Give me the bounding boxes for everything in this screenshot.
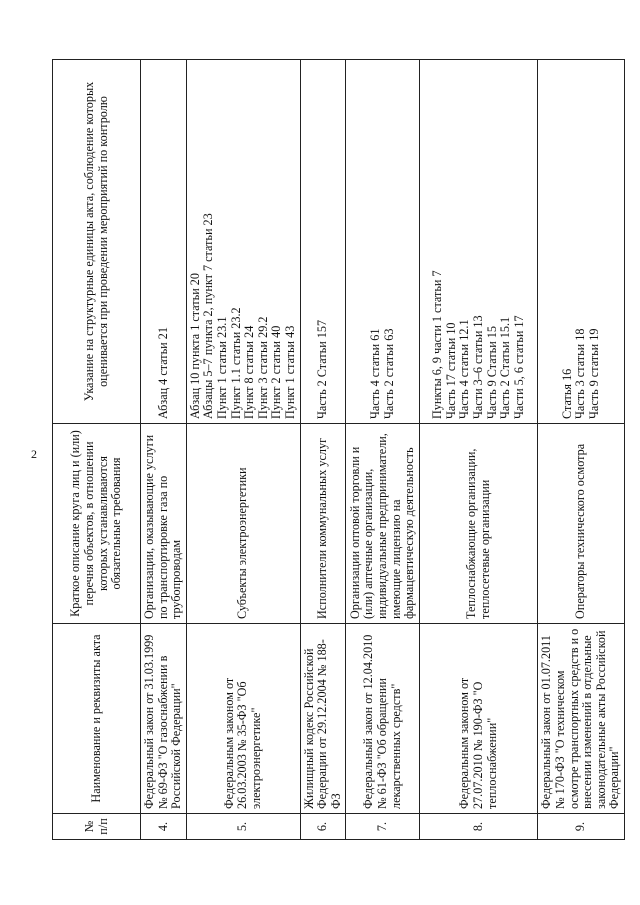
rotated-table-container [52,60,622,840]
header-act: Наименование и реквизиты акта [53,624,141,814]
header-subjects: Краткое описание круга лиц и (или) перечня объектов, в отношении которых устанавливаются обязательные требования [53,424,141,624]
act-name: Федеральный закон от 12.04.2010 № 61-ФЗ "Об обращении лекарственных средств" [346,624,420,814]
table-row [420,60,538,840]
act-name: Федеральным законом от 26.03.2003 № 35-ФЗ "Об электроэнергетике" [186,624,300,814]
table-row [186,60,300,840]
row-number: 4. [141,814,187,840]
row-number: 5. [186,814,300,840]
table-header-row [53,60,141,840]
units-cell: Абзац 4 статьи 21 [141,60,187,424]
table-row [300,60,346,840]
subjects-cell: Организации оптовой торговли и (или) аптечные организации, индивидуальные предприниматели, имеющие лицензию на фармацевтическую деятельность [346,424,420,624]
units-cell: Пункты 6, 9 части 1 статьи 7 Часть 17 статьи 10 Часть 4 статьи 12.1 Части 3–6 статьи 13 Часть 9 Статьи 15 Часть 2 Статьи 15.1 Части 5, 6 статьи 17 [420,60,538,424]
subjects-cell: Теплоснабжающие организации, теплосетевые организации [420,424,538,624]
row-number: 6. [300,814,346,840]
subjects-cell: Организации, оказывающие услуги по транспортировке газа по трубопроводам [141,424,187,624]
table-row [346,60,420,840]
header-number: № п/п [53,814,141,840]
requirements-table [52,59,625,840]
units-cell: Абзац 10 пункта 1 статьи 20 Абзацы 5–7 пункта 2, пункт 7 статьи 23 Пункт 1 статьи 23.1 Пункт 1.1 статьи 23.2 Пункт 8 статьи 24 Пункт 3 статьи 29.2 Пункт 2 статьи 40 Пункт 1 статьи 43 [186,60,300,424]
table-row [538,60,625,840]
act-name: Федеральный закон от 01.07.2011 № 170-ФЗ "О техническом осмотре транспортных средств и о внесении изменений в отдельные законодательные акты Российской Федерации" [538,624,625,814]
subjects-cell: Субъекты электроэнергетики [186,424,300,624]
subjects-cell: Исполнители коммунальных услуг [300,424,346,624]
header-units: Указание на структурные единицы акта, соблюдение которых оценивается при проведении мероприятий по контролю [53,60,141,424]
table-row [141,60,187,840]
units-cell: Статья 16 Часть 3 статьи 18 Часть 9 статьи 19 [538,60,625,424]
act-name: Федеральный закон от 31.03.1999 № 69-ФЗ "О газоснабжении в Российской Федерации" [141,624,187,814]
page-number: 2 [31,447,37,461]
row-number: 9. [538,814,625,840]
act-name: Федеральным законом от 27.07.2010 № 190-ФЗ "О теплоснабжении" [420,624,538,814]
units-cell: Часть 2 Статьи 157 [300,60,346,424]
act-name: Жилищный кодекс Российской Федерации от 29.12.2004 № 188-ФЗ [300,624,346,814]
units-cell: Часть 4 статьи 61 Часть 2 статьи 63 [346,60,420,424]
row-number: 7. [346,814,420,840]
row-number: 8. [420,814,538,840]
subjects-cell: Операторы технического осмотра [538,424,625,624]
